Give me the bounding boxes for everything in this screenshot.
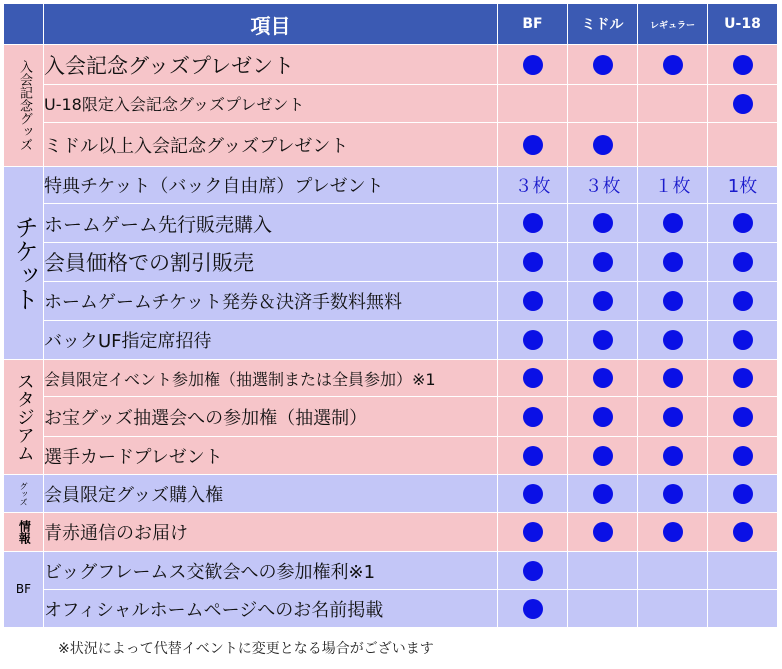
included-dot bbox=[593, 252, 613, 272]
cell-value bbox=[568, 45, 638, 85]
row-label: ミドル以上入会記念グッズプレゼント bbox=[44, 123, 498, 167]
cell-value bbox=[498, 397, 568, 437]
table-row bbox=[4, 167, 778, 204]
included-dot bbox=[663, 291, 683, 311]
header-tier-regular: レギュラー bbox=[638, 4, 708, 45]
included-dot bbox=[593, 55, 613, 75]
cell-value bbox=[638, 552, 708, 590]
cell-value bbox=[568, 475, 638, 513]
cell-value bbox=[708, 204, 778, 243]
cell-value bbox=[708, 590, 778, 628]
included-dot bbox=[733, 252, 753, 272]
included-dot bbox=[593, 407, 613, 427]
included-dot bbox=[733, 368, 753, 388]
row-label: ホームゲーム先行販売購入 bbox=[44, 204, 498, 243]
included-dot bbox=[663, 55, 683, 75]
included-dot bbox=[593, 446, 613, 466]
cell-value bbox=[708, 167, 778, 204]
table-row bbox=[4, 123, 778, 167]
cell-value bbox=[638, 167, 708, 204]
cell-value bbox=[498, 45, 568, 85]
row-label: バックUF指定席招待 bbox=[44, 321, 498, 360]
row-label: 特典チケット（バック自由席）プレゼント bbox=[44, 167, 498, 204]
table-row bbox=[4, 204, 778, 243]
included-dot bbox=[663, 522, 683, 542]
included-dot bbox=[593, 368, 613, 388]
included-dot bbox=[593, 291, 613, 311]
cell-value bbox=[638, 282, 708, 321]
cell-value bbox=[568, 437, 638, 475]
cell-value bbox=[568, 85, 638, 123]
table-row bbox=[4, 45, 778, 85]
table-row bbox=[4, 85, 778, 123]
cell-value bbox=[638, 590, 708, 628]
cell-value bbox=[708, 243, 778, 282]
cell-value bbox=[638, 513, 708, 552]
included-dot bbox=[593, 135, 613, 155]
included-dot bbox=[733, 330, 753, 350]
footnote: ※状況によって代替イベントに変更となる場合がございます bbox=[58, 641, 434, 657]
header-tier-bf: BF bbox=[498, 4, 568, 45]
cell-value bbox=[568, 552, 638, 590]
row-label: ビッグフレームス交歓会への参加権利※1 bbox=[44, 552, 498, 590]
table-row bbox=[4, 552, 778, 590]
row-label: 選手カードプレゼント bbox=[44, 437, 498, 475]
included-dot bbox=[523, 330, 543, 350]
included-dot bbox=[523, 484, 543, 504]
cell-value bbox=[708, 552, 778, 590]
included-dot bbox=[663, 213, 683, 233]
included-dot bbox=[663, 368, 683, 388]
included-dot bbox=[523, 522, 543, 542]
row-label: 会員価格での割引販売 bbox=[44, 243, 498, 282]
cell-value bbox=[498, 590, 568, 628]
header-row bbox=[4, 4, 778, 45]
cell-value bbox=[568, 243, 638, 282]
included-dot bbox=[733, 407, 753, 427]
section-welcome-goods: 入会記念グッズ bbox=[4, 45, 44, 167]
cell-value bbox=[708, 321, 778, 360]
cell-value bbox=[568, 360, 638, 397]
included-dot bbox=[663, 407, 683, 427]
included-dot bbox=[733, 213, 753, 233]
cell-value bbox=[498, 204, 568, 243]
table-row bbox=[4, 397, 778, 437]
table-row bbox=[4, 475, 778, 513]
cell-value bbox=[498, 513, 568, 552]
cell-value bbox=[568, 123, 638, 167]
table-row bbox=[4, 513, 778, 552]
row-label: ホームゲームチケット発券＆決済手数料無料 bbox=[44, 282, 498, 321]
membership-benefits-table bbox=[3, 3, 778, 628]
included-dot bbox=[523, 55, 543, 75]
included-dot bbox=[663, 446, 683, 466]
table-row bbox=[4, 590, 778, 628]
cell-value bbox=[568, 590, 638, 628]
included-dot bbox=[523, 599, 543, 619]
included-dot bbox=[733, 291, 753, 311]
row-label: 会員限定グッズ購入権 bbox=[44, 475, 498, 513]
cell-value bbox=[498, 475, 568, 513]
included-dot bbox=[593, 213, 613, 233]
included-dot bbox=[593, 484, 613, 504]
cell-value bbox=[498, 167, 568, 204]
cell-value bbox=[638, 123, 708, 167]
cell-value bbox=[498, 123, 568, 167]
included-dot bbox=[523, 291, 543, 311]
cell-value bbox=[568, 513, 638, 552]
included-dot bbox=[523, 446, 543, 466]
ticket-count: 1枚 bbox=[727, 176, 758, 197]
included-dot bbox=[593, 330, 613, 350]
cell-value bbox=[498, 321, 568, 360]
section-goods: グッズ bbox=[4, 475, 44, 513]
cell-value bbox=[568, 397, 638, 437]
section-stadium: スタジアム bbox=[4, 360, 44, 475]
included-dot bbox=[663, 330, 683, 350]
table-row bbox=[4, 360, 778, 397]
section-bf: BF bbox=[4, 552, 44, 628]
cell-value bbox=[708, 397, 778, 437]
included-dot bbox=[733, 446, 753, 466]
included-dot bbox=[733, 522, 753, 542]
included-dot bbox=[663, 252, 683, 272]
row-label: U-18限定入会記念グッズプレゼント bbox=[44, 85, 498, 123]
cell-value bbox=[498, 360, 568, 397]
cell-value bbox=[708, 513, 778, 552]
cell-value bbox=[708, 360, 778, 397]
cell-value bbox=[638, 45, 708, 85]
row-label: 青赤通信のお届け bbox=[44, 513, 498, 552]
cell-value bbox=[708, 45, 778, 85]
cell-value bbox=[638, 360, 708, 397]
cell-value bbox=[568, 321, 638, 360]
header-tier-u18: U-18 bbox=[708, 4, 778, 45]
cell-value bbox=[708, 437, 778, 475]
cell-value bbox=[708, 123, 778, 167]
row-label: 会員限定イベント参加権（抽選制または全員参加）※1 bbox=[44, 360, 498, 397]
cell-value bbox=[708, 85, 778, 123]
row-label: オフィシャルホームページへのお名前掲載 bbox=[44, 590, 498, 628]
included-dot bbox=[523, 252, 543, 272]
cell-value bbox=[638, 397, 708, 437]
table-row bbox=[4, 243, 778, 282]
ticket-count: １枚 bbox=[654, 176, 691, 197]
table-row bbox=[4, 321, 778, 360]
included-dot bbox=[523, 135, 543, 155]
header-corner bbox=[4, 4, 44, 45]
header-item: 項目 bbox=[44, 4, 498, 45]
included-dot bbox=[523, 407, 543, 427]
cell-value bbox=[568, 204, 638, 243]
table-row bbox=[4, 437, 778, 475]
included-dot bbox=[733, 484, 753, 504]
included-dot bbox=[523, 368, 543, 388]
cell-value bbox=[708, 475, 778, 513]
included-dot bbox=[663, 484, 683, 504]
cell-value bbox=[638, 475, 708, 513]
cell-value bbox=[498, 552, 568, 590]
included-dot bbox=[733, 94, 753, 114]
cell-value bbox=[498, 85, 568, 123]
cell-value bbox=[638, 204, 708, 243]
cell-value bbox=[638, 85, 708, 123]
ticket-count: ３枚 bbox=[584, 176, 621, 197]
cell-value bbox=[708, 282, 778, 321]
cell-value bbox=[568, 282, 638, 321]
cell-value bbox=[498, 437, 568, 475]
row-label: 入会記念グッズプレゼント bbox=[44, 45, 498, 85]
header-tier-middle: ミドル bbox=[568, 4, 638, 45]
section-info: 情報 bbox=[4, 513, 44, 552]
row-label: お宝グッズ抽選会への参加権（抽選制） bbox=[44, 397, 498, 437]
cell-value bbox=[498, 282, 568, 321]
cell-value bbox=[568, 167, 638, 204]
section-ticket: チケット bbox=[4, 167, 44, 360]
cell-value bbox=[498, 243, 568, 282]
table-row bbox=[4, 282, 778, 321]
ticket-count: ３枚 bbox=[514, 176, 551, 197]
cell-value bbox=[638, 243, 708, 282]
included-dot bbox=[733, 55, 753, 75]
included-dot bbox=[523, 561, 543, 581]
cell-value bbox=[638, 437, 708, 475]
included-dot bbox=[523, 213, 543, 233]
cell-value bbox=[638, 321, 708, 360]
included-dot bbox=[593, 522, 613, 542]
